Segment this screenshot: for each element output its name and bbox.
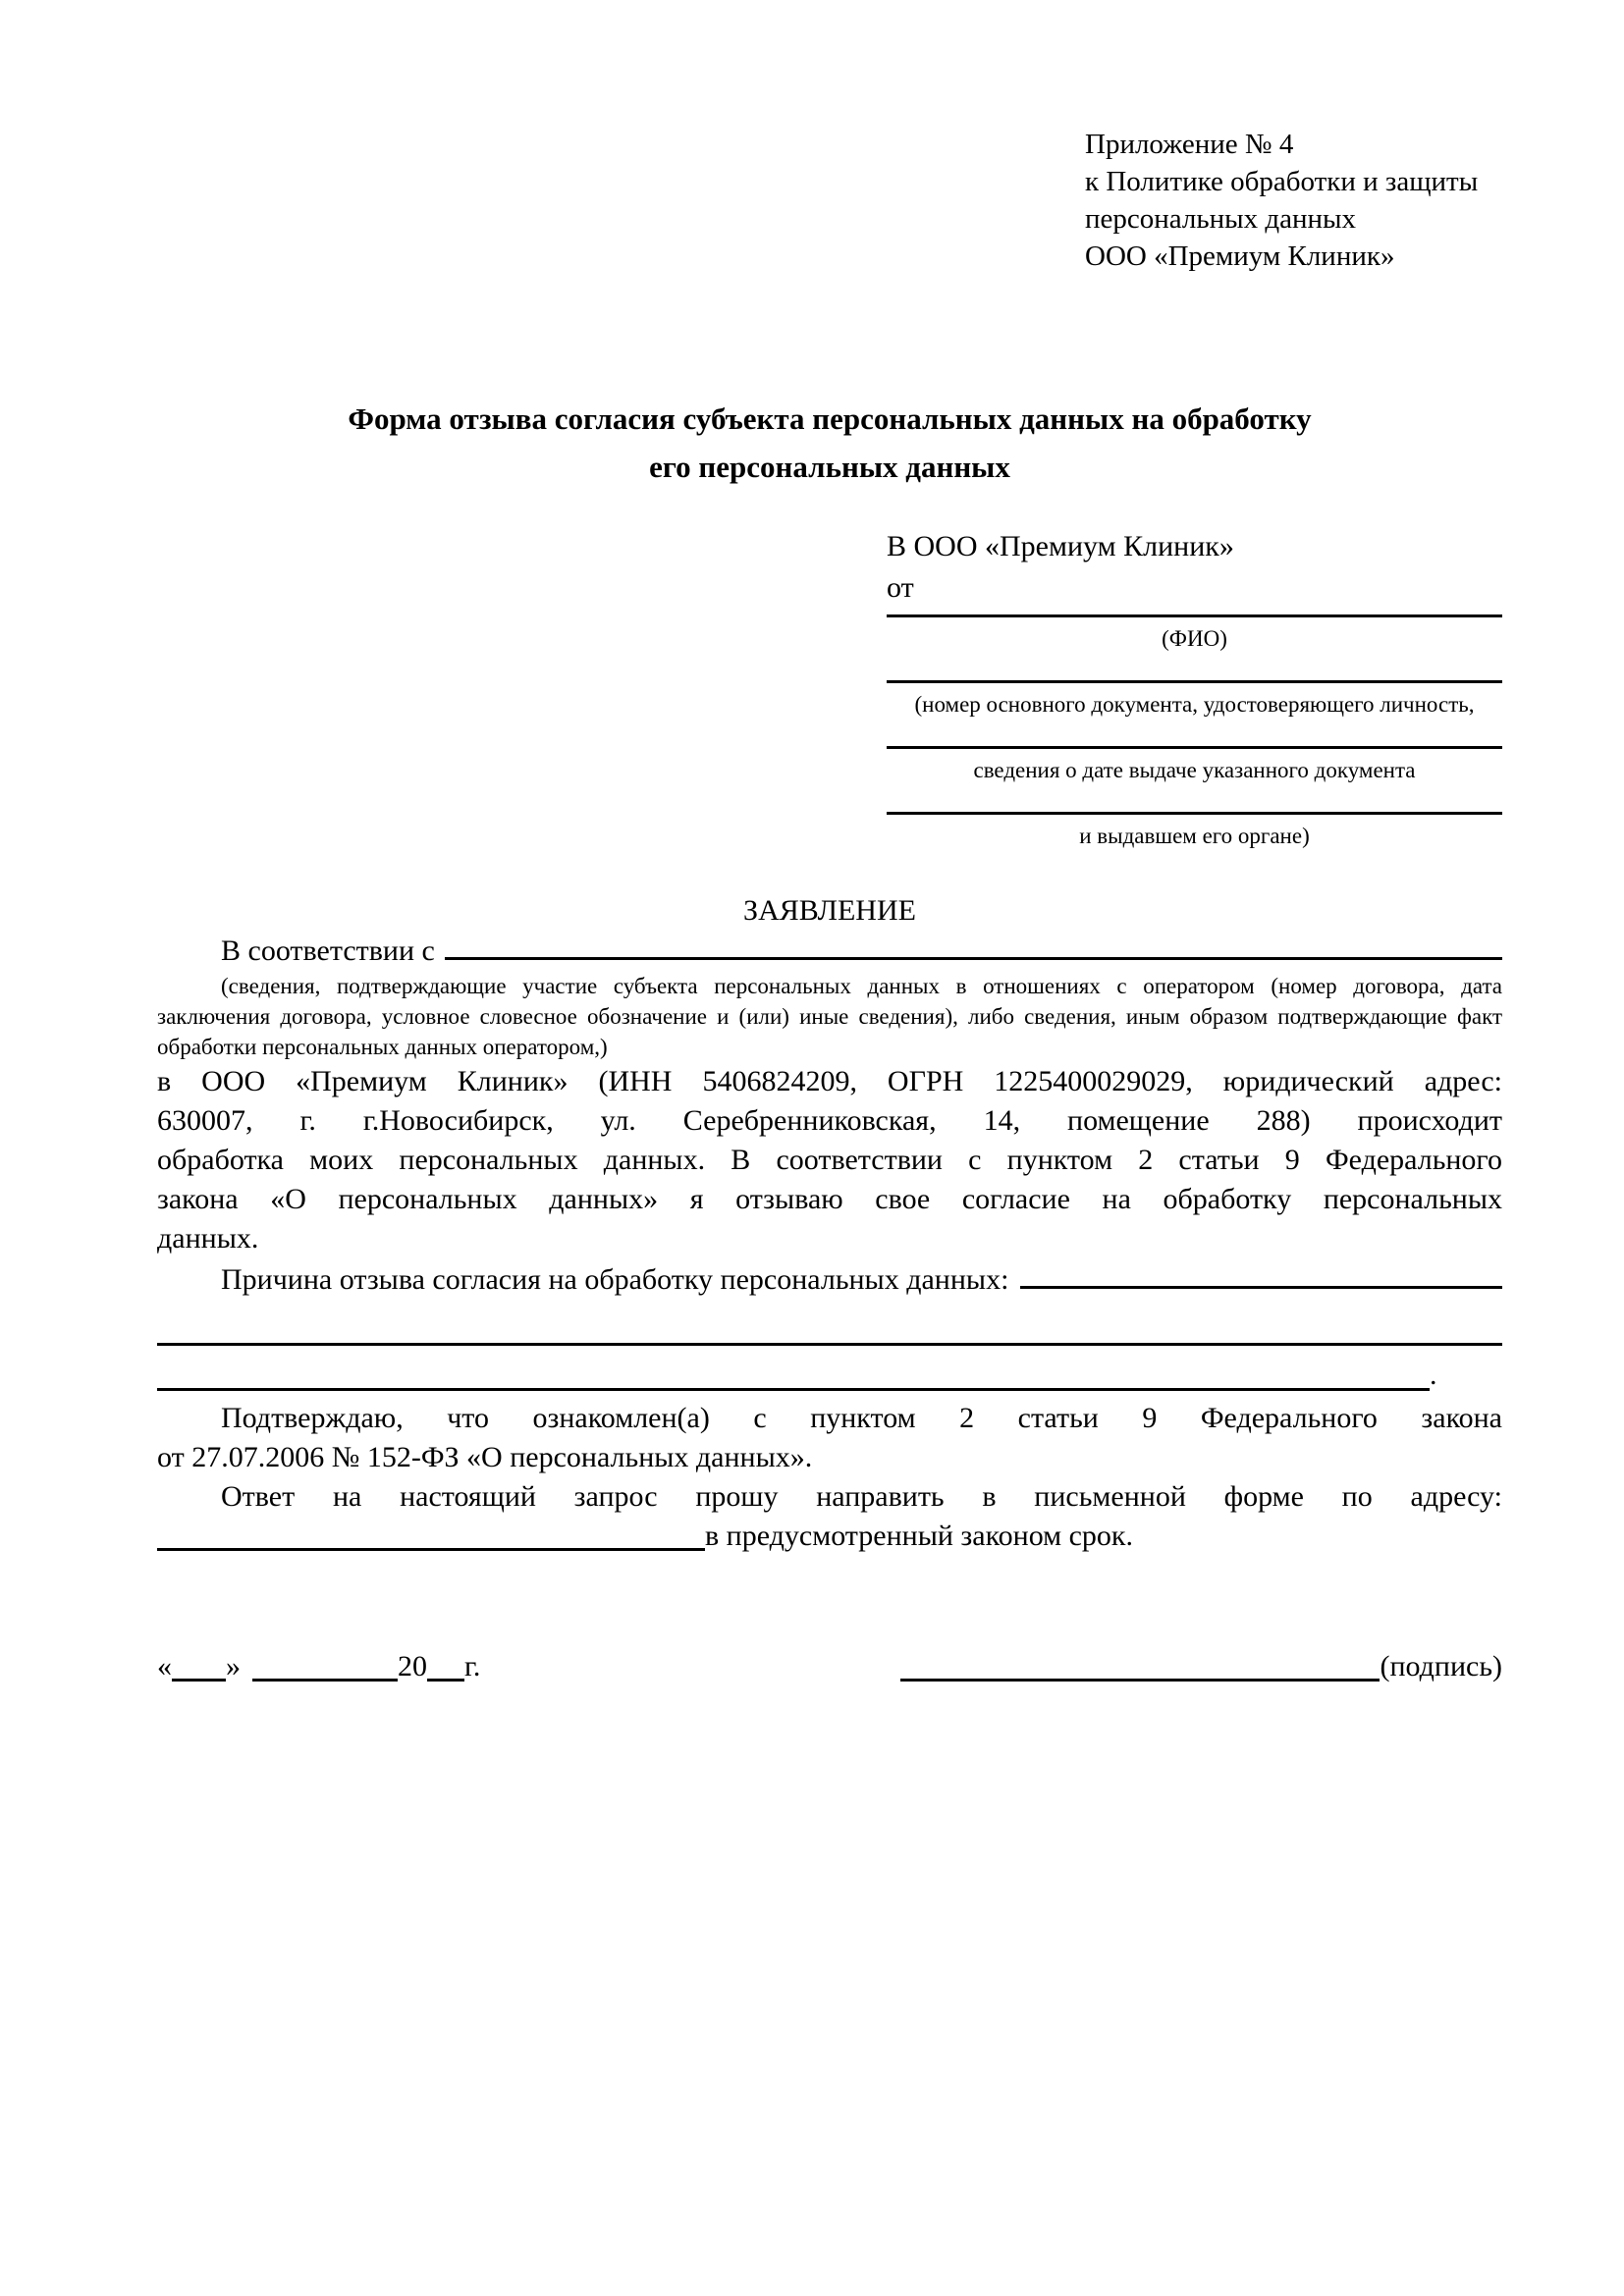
signature-caption: (подпись) <box>1380 1650 1502 1682</box>
body-paragraph <box>157 1062 1502 1258</box>
body-line-4: закона «О персональных данных» я отзываю свое согласие на обработку персональных <box>157 1183 1502 1215</box>
appendix-header <box>1085 126 1502 275</box>
addressee-to: В ООО «Премиум Клиник» <box>887 530 1234 562</box>
footnote-line-3: обработки персональных данных оператором,) <box>157 1035 608 1059</box>
date-open-quote: « <box>157 1650 172 1682</box>
date-line <box>157 1646 480 1687</box>
issuing-authority-caption: и выдавшем его органе) <box>1079 824 1310 848</box>
reason-blank-line-3-rule <box>157 1346 1430 1391</box>
document-title <box>157 395 1502 491</box>
footnote-line-2: заключения договора, условное словесное обозначение и (или) иные сведения), либо сведения, иным образом подтверждающие факт <box>157 1004 1502 1029</box>
intro-line <box>157 932 1502 971</box>
year-blank <box>427 1677 464 1682</box>
reason-blank-line-3 <box>157 1346 1502 1391</box>
reason-blank-line-2 <box>157 1300 1502 1346</box>
footnote-paragraph <box>157 971 1502 1062</box>
signature-blank <box>900 1677 1380 1682</box>
body-line-1: в ООО «Премиум Клиник» (ИНН 5406824209, ОГРН 1225400029029, юридический адрес: <box>157 1065 1502 1097</box>
confirmation-line-2: от 27.07.2006 № 152-ФЗ «О персональных данных». <box>157 1441 813 1473</box>
issue-date-caption: сведения о дате выдаче указанного документа <box>973 758 1416 782</box>
body-line-3: обработка моих персональных данных. В соответствии с пунктом 2 статьи 9 Федерального <box>157 1144 1502 1176</box>
document-number-field <box>887 680 1502 720</box>
issue-date-field <box>887 746 1502 785</box>
statement-heading: ЗАЯВЛЕНИЕ <box>743 894 916 927</box>
reason-label: Причина отзыва согласия на обработку персональных данных: <box>221 1263 1009 1296</box>
address-blank-line <box>157 1546 705 1551</box>
document-title-line-2: его персональных данных <box>649 450 1010 484</box>
signature-line <box>900 1646 1502 1687</box>
reply-line-2 <box>157 1517 1502 1556</box>
intro-blank-line <box>445 957 1502 960</box>
intro-prefix: В соответствии с <box>221 934 435 967</box>
addressee-from-label: от <box>887 571 914 604</box>
body-line-2: 630007, г. г.Новосибирск, ул. Серебренниковская, 14, помещение 288) происходит <box>157 1104 1502 1137</box>
date-signature-row <box>157 1646 1502 1687</box>
reply-paragraph <box>157 1477 1502 1556</box>
day-blank <box>172 1677 226 1682</box>
appendix-line-2: к Политике обработки и защиты <box>1085 166 1479 197</box>
fio-field <box>887 614 1502 654</box>
addressee-block <box>887 526 1502 851</box>
reply-line-1: Ответ на настоящий запрос прошу направить в письменной форме по адресу: <box>221 1480 1502 1513</box>
month-blank <box>252 1677 398 1682</box>
issue-date-blank-line <box>887 746 1502 749</box>
date-close-quote: » <box>226 1650 241 1682</box>
fio-caption: (ФИО) <box>1162 626 1227 651</box>
confirmation-paragraph <box>157 1399 1502 1477</box>
footnote-line-1: (сведения, подтверждающие участие субъекта персональных данных в отношениях с оператором (номер договора, дата <box>221 974 1502 998</box>
document-number-blank-line <box>887 680 1502 683</box>
year-suffix: г. <box>464 1650 481 1682</box>
reason-blank-line <box>1020 1286 1502 1289</box>
blank-line-period: . <box>1430 1359 1437 1391</box>
reply-line-2-suffix: в предусмотренный законом срок. <box>705 1520 1133 1552</box>
reason-line <box>157 1260 1502 1300</box>
document-title-line-1: Форма отзыва согласия субъекта персональных данных на обработку <box>348 401 1312 436</box>
body-line-5: данных. <box>157 1222 259 1255</box>
document-number-caption: (номер основного документа, удостоверяющего личность, <box>914 692 1475 717</box>
confirmation-line-1: Подтверждаю, что ознакомлен(а) с пунктом 2 статьи 9 Федерального закона <box>221 1402 1502 1434</box>
appendix-line-3: персональных данных <box>1085 203 1357 235</box>
appendix-line-4: ООО «Премиум Клиник» <box>1085 240 1395 272</box>
appendix-line-1: Приложение № 4 <box>1085 129 1294 160</box>
issuing-authority-field <box>887 812 1502 851</box>
issuing-authority-blank-line <box>887 812 1502 815</box>
year-prefix: 20 <box>398 1650 427 1682</box>
fio-blank-line <box>887 614 1502 617</box>
